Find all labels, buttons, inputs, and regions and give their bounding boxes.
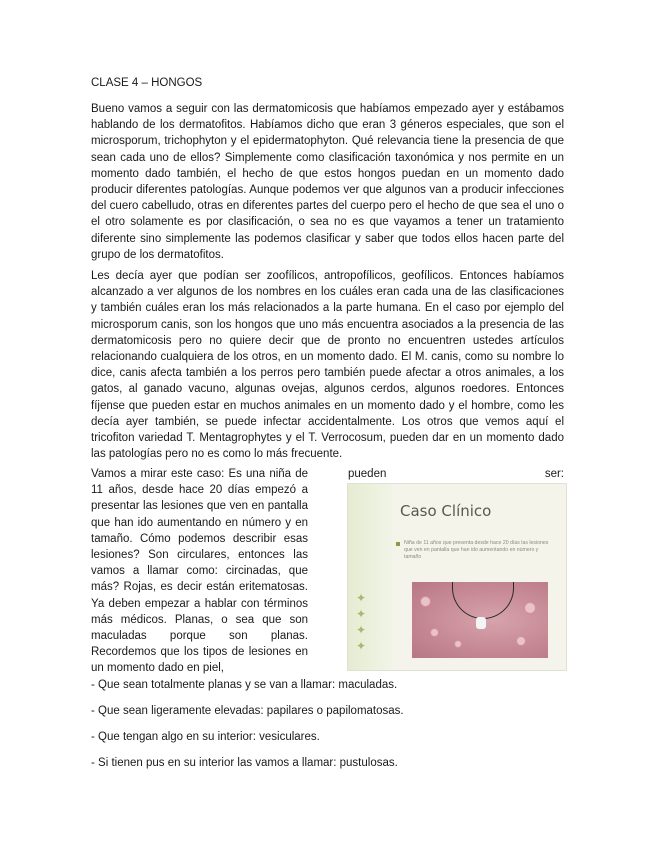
list-item: - Que sean ligeramente elevadas: papilares o papilomatosas. [91, 705, 404, 717]
slide-title: Caso Clínico [400, 502, 492, 520]
continuation-line [348, 466, 564, 482]
lesion-spot [516, 636, 526, 646]
word-pueden: pueden [348, 468, 387, 480]
leaf-decoration-icon: ✦ [356, 607, 367, 621]
slide-bullet-icon [396, 542, 400, 546]
leaf-decoration-icon: ✦ [356, 591, 367, 605]
slide-side-band [348, 484, 392, 670]
paragraph-intro: Bueno vamos a seguir con las dermatomicosis que habíamos empezado ayer y estábamos hablando de los dermatofitos. Habíamos dicho que eran 3 géneros especiales, que son el microsporum, trichophyton y el epidermatophyton. Qué relevancia tiene la presencia de que sean cada uno de ellos? Simplemente como clasificación taxonómica y nos permite en un momento dado también, el hecho de que estos hongos puedan en un momento dado producir diferentes patologías. Aunque podemos ver que algunos van a producir infecciones del cuero cabelludo, otras en diferentes partes del cuerpo pero el hecho de que sea el uno o el otro solamente es por clasificación, o sea no es que vayamos a tener un tratamiento diferente sino simplemente las podemos clasificar y saber que todos ellos hacen parte del grupo de los dermatofitos. [91, 103, 564, 261]
word-ser: ser: [544, 468, 564, 480]
list-item: - Que tengan algo en su interior: vesiculares. [91, 731, 320, 743]
case-description: Vamos a mirar este caso: Es una niña de 11 años, desde hace 20 días empezó a presentar las lesiones que ven en pantalla que han ido aumentando en número y en tamaño. Cómo podemos describir esas lesiones? Son circulares, entonces las vamos a llamar como: circinadas, que más? Rojas, es decir están eritematosas. Ya deben empezar a hablar con términos más médicos. Planas, o sea que son maculadas porque son planas. Recordemos que los tipos de lesiones en un momento dado en piel, [91, 468, 308, 675]
lesion-spot [454, 640, 462, 648]
list-item: - Que sean totalmente planas y se van a llamar: maculadas. [91, 679, 398, 691]
leaf-decoration-icon: ✦ [356, 639, 367, 653]
slide-bullet-text: Niña de 11 años que presenta desde hace 20 días las lesiones que ven en pantalla que han ido aumentando en número y tamaño [404, 540, 549, 560]
skin-lesion-photo [412, 582, 548, 658]
leaf-decoration-icon: ✦ [356, 623, 367, 637]
document-title: CLASE 4 – HONGOS [91, 77, 203, 89]
necklace-shape [452, 582, 514, 619]
lesion-spot [524, 602, 536, 614]
paragraph-classification: Les decía ayer que podían ser zoofílicos, antropofílicos, geofílicos. Entonces habíamos alcanzado a ver algunos de los nombres en los cuáles eran cada una de las clasificaciones y también cuáles eran los más relacionados a la parte humana. En el caso por ejemplo del microsporum canis, son los hongos que uno más encuentra asociados a la presencia de las dermatomicosis pero no quiere decir que de pronto no encuentren ustedes artículos relacionando cualquiera de los otros, en un momento dado. El M. canis, como su nombre lo dice, canis afecta también a los perros pero también puede afectar a otros animales, a los gatos, al ganado vacuno, algunas ovejas, algunos cerdos, algunos roedores. Entonces fíjense que pueden estar en muchos animales en un momento dado y el hombre, como les decía ayer también, se puede infectar accidentalmente. Los otros que vemos aquí el tricofiton variedad T. Mentagrophytes y el T. Verrocosum, pueden dar en un momento dado las patologías pero no es como lo más frecuente. [91, 270, 564, 461]
lesion-spot [420, 596, 431, 607]
list-item: - Si tienen pus en su interior las vamos a llamar: pustulosas. [91, 757, 398, 769]
pendant-shape [476, 617, 486, 629]
clinical-case-slide-image [347, 483, 567, 671]
lesion-spot [430, 628, 439, 637]
